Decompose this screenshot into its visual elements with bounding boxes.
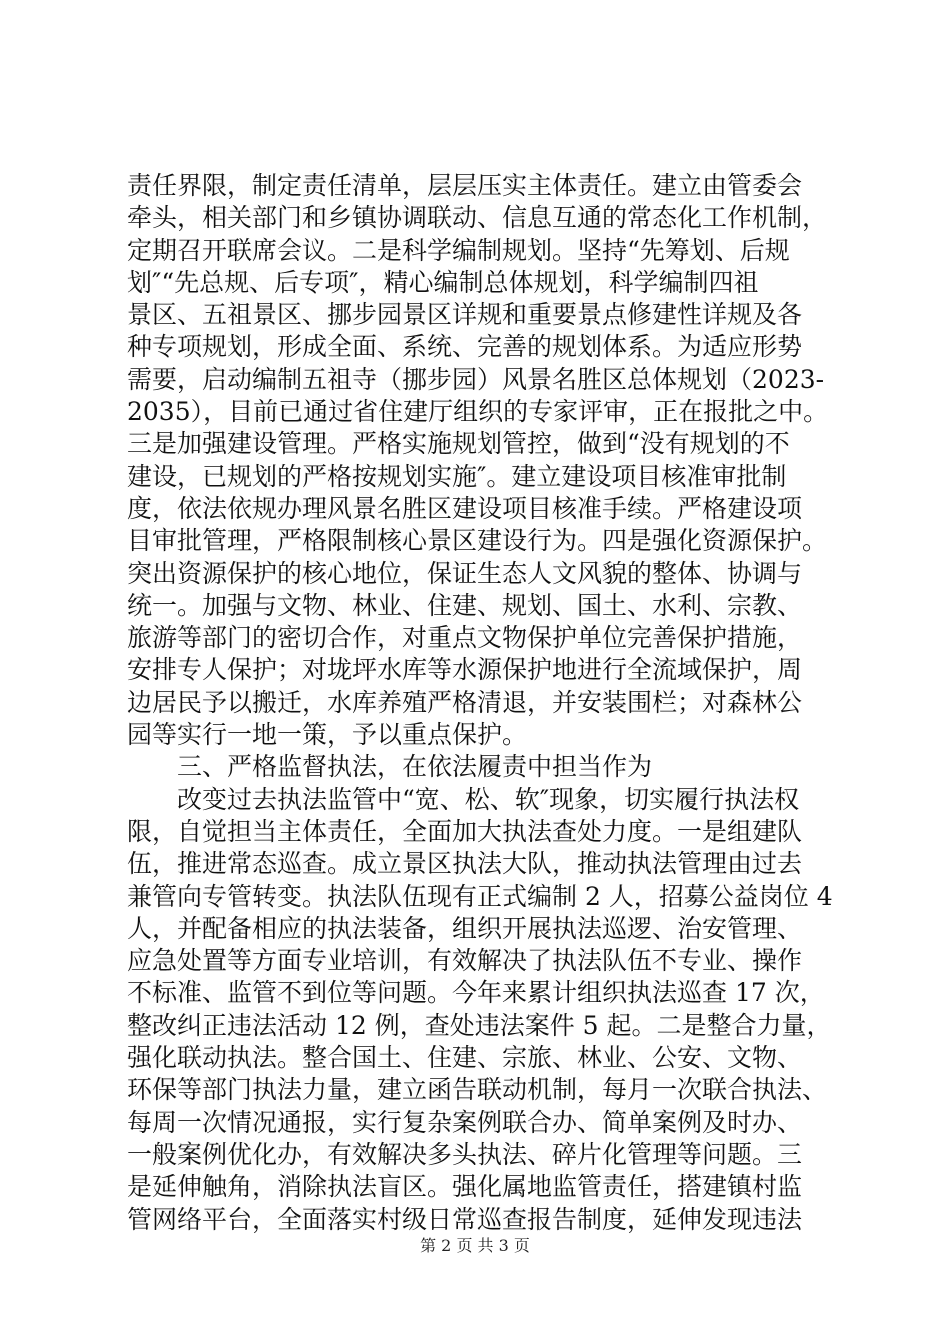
text-line: 改变过去执法监管中“宽、松、软″现象，切实履行执法权: [127, 784, 800, 814]
text-line: 牵头，相关部门和乡镇协调联动、信息互通的常态化工作机制，: [127, 203, 828, 233]
text-line: 应急处置等方面专业培训，有效解决了执法队伍不专业、操作: [127, 946, 803, 976]
text-line: 园等实行一地一策，予以重点保护。: [127, 720, 528, 750]
text-line: 边居民予以搬迁，水库养殖严格清退，并安装围栏；对森林公: [127, 687, 803, 717]
page-number: 第 2 页 共 3 页: [420, 1236, 530, 1255]
text-line: 突出资源保护的核心地位，保证生态人文风貌的整体、协调与: [127, 558, 803, 588]
text-line: 定期召开联席会议。二是科学编制规划。坚持“先筹划、后规: [127, 235, 790, 265]
text-line: 是延伸触角，消除执法盲区。强化属地监管责任，搭建镇村监: [127, 1172, 803, 1202]
text-line: 人，并配备相应的执法装备，组织开展执法巡逻、治安管理、: [127, 913, 803, 943]
text-line: 整改纠正违法活动 12 例，查处违法案件 5 起。二是整合力量，: [127, 1010, 832, 1040]
body-text: [127, 170, 835, 1236]
text-line: 2035），目前已通过省住建厅组织的专家评审，正在报批之中。: [127, 397, 829, 427]
text-line: 一般案例优化办，有效解决多头执法、碎片化管理等问题。三: [127, 1139, 803, 1169]
text-line: 伍，推进常态巡查。成立景区执法大队，推动执法管理由过去: [127, 849, 803, 879]
text-line: 管网络平台，全面落实村级日常巡查报告制度，延伸发现违法: [127, 1204, 803, 1234]
text-line: 划″“先总规、后专项″，精心编制总体规划，科学编制四祖: [127, 267, 759, 297]
text-line: 强化联动执法。整合国土、住建、宗旅、林业、公安、文物、: [127, 1043, 803, 1073]
text-line: 景区、五祖景区、挪步园景区详规和重要景点修建性详规及各: [127, 300, 803, 330]
text-line: 安排专人保护；对垅坪水库等水源保护地进行全流域保护，周: [127, 655, 803, 685]
text-line: 种专项规划，形成全面、系统、完善的规划体系。为适应形势: [127, 332, 803, 362]
text-line: 兼管向专管转变。执法队伍现有正式编制 2 人，招募公益岗位 4: [127, 881, 833, 911]
text-line: 统一。加强与文物、林业、住建、规划、国土、水利、宗教、: [127, 590, 803, 620]
text-line: 建设，已规划的严格按规划实施″。建立建设项目核准审批制: [127, 461, 787, 491]
text-line: 旅游等部门的密切合作，对重点文物保护单位完善保护措施，: [127, 623, 803, 653]
text-line: 度，依法依规办理风景名胜区建设项目核准手续。严格建设项: [127, 493, 803, 523]
text-line: 责任界限，制定责任清单，层层压实主体责任。建立由管委会: [127, 171, 803, 200]
text-line: 限，自觉担当主体责任，全面加大执法查处力度。一是组建队: [127, 816, 803, 846]
text-line: 三是加强建设管理。严格实施规划管控，做到“没有规划的不: [127, 429, 790, 459]
text-line: 不标准、监管不到位等问题。今年来累计组织执法巡查 17 次，: [127, 978, 825, 1008]
text-line: 需要，启动编制五祖寺（挪步园）风景名胜区总体规划（2023-: [127, 364, 825, 394]
text-line: 目审批管理，严格限制核心景区建设行为。四是强化资源保护。: [127, 526, 828, 556]
text-line: 每周一次情况通报，实行复杂案例联合办、简单案例及时办、: [127, 1107, 803, 1137]
section-heading: 三、严格监督执法，在依法履责中担当作为: [127, 752, 653, 782]
text-line: 环保等部门执法力量，建立函告联动机制，每月一次联合执法、: [127, 1075, 828, 1105]
page-footer: [0, 1233, 950, 1256]
